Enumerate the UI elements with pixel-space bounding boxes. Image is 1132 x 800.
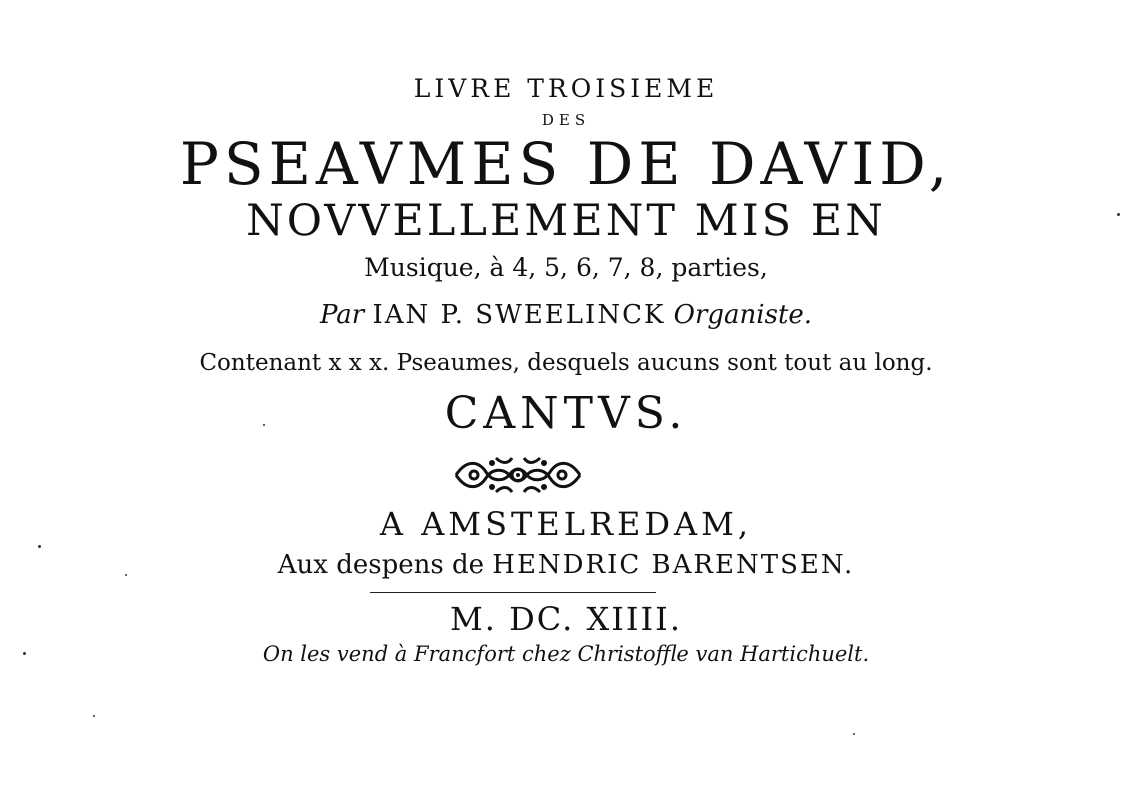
divider-rule xyxy=(370,592,656,593)
ink-speck xyxy=(125,574,127,576)
ink-speck xyxy=(853,733,855,735)
ink-speck xyxy=(38,545,41,548)
main-title: PSEAVMES DE DAVID, xyxy=(179,130,953,198)
author-suffix: Organiste. xyxy=(673,300,813,330)
ink-speck xyxy=(93,715,95,717)
publisher-prefix: Aux despens de xyxy=(277,550,485,580)
author-prefix: Par xyxy=(319,300,365,330)
sold-at-line: On les vend à Francfort chez Christoffle van Hartichuelt. xyxy=(262,642,870,666)
ink-speck xyxy=(23,652,26,655)
des-line: DES xyxy=(541,111,591,129)
publisher-line xyxy=(0,550,1132,580)
publisher-name: HENDRIC BARENTSEN. xyxy=(492,550,855,580)
year-line: M. DC. XIIII. xyxy=(450,600,682,638)
book-number-line: LIVRE TROISIEME xyxy=(413,74,719,103)
voice-part: CANTVS. xyxy=(444,388,688,439)
parts-line: Musique, à 4, 5, 6, 7, 8, parties, xyxy=(364,253,768,282)
ink-speck xyxy=(263,424,265,426)
city-line: A AMSTELREDAM, xyxy=(379,505,753,543)
ink-speck xyxy=(1117,213,1120,216)
printer-ornament-icon xyxy=(452,452,584,498)
subtitle-line: NOVVELLEMENT MIS EN xyxy=(246,196,886,246)
author-name: IAN P. SWEELINCK xyxy=(372,300,666,330)
contents-line: Contenant x x x. Pseaumes, desquels aucuns sont tout au long. xyxy=(199,350,933,376)
author-line xyxy=(0,300,1132,330)
